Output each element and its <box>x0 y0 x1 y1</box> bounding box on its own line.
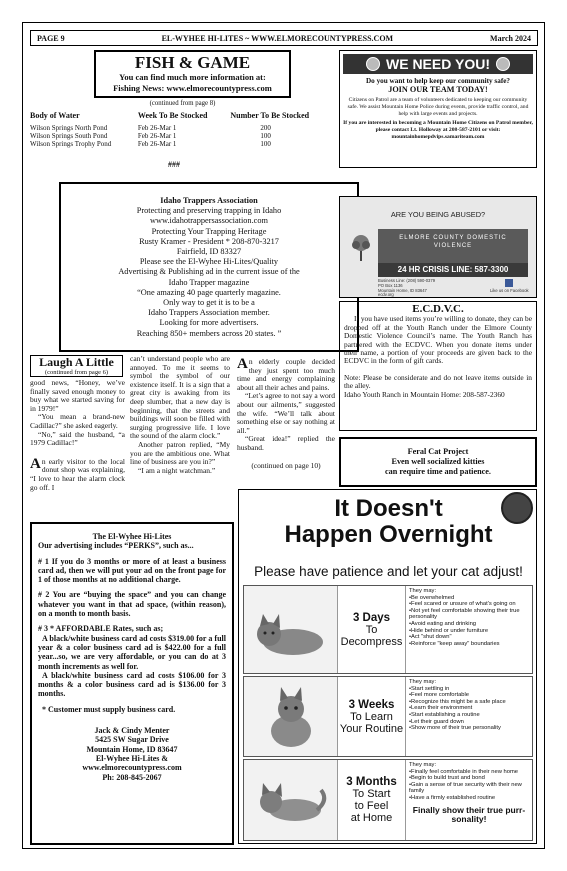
fish-game-title-box <box>94 50 291 98</box>
feral-line: Feral Cat Project <box>407 447 469 456</box>
table-cell: Feb 26-Mar 1 <box>137 140 177 148</box>
perks-subtitle: Our advertising includes “PERKS”, such as... <box>38 541 194 551</box>
cat-ad-title <box>239 496 538 548</box>
we-need-you-ad <box>339 50 537 168</box>
list-item: • Let their guard down <box>409 719 529 726</box>
masthead: EL-WYHEE HI-LITES ~ WWW.ELMORECOUNTYPRESS.COM <box>161 33 394 43</box>
org-line: VIOLENCE <box>433 243 473 249</box>
ecdvc-paragraph: Idaho Youth Ranch in Mountain Home: 208-587-2360 <box>344 389 505 399</box>
column-header: Body of Water <box>30 111 80 120</box>
stage-list <box>406 586 532 673</box>
stage-text: to Feel <box>354 800 389 812</box>
trappers-title: Idaho Trappers Association <box>160 196 258 205</box>
facebook-icon <box>505 279 513 287</box>
perk-item: # 2 You are “buying the space” and you can change whatever you want in that ad space, (within reason), on a month to month basis. <box>38 590 226 619</box>
stage-text: To Learn <box>350 710 393 723</box>
title-line: Happen Overnight <box>284 521 493 548</box>
perks-title: The El-Wyhee Hi-Lites <box>92 532 172 541</box>
shelter-logo-icon <box>501 492 533 524</box>
end-mark: ### <box>168 160 180 169</box>
column-header: Number To Be Stocked <box>230 111 310 120</box>
stage-label <box>338 760 406 840</box>
stage-text: To <box>365 623 378 636</box>
title-line: It Doesn't <box>334 495 443 522</box>
cat-photo <box>244 760 338 840</box>
ecdvc-paragraph: Note: Please be considerate and do not leave items outside in the alley. <box>344 372 532 391</box>
table-cell: Wilson Springs South Pond <box>30 132 108 140</box>
perk-item: A black/white business card ad costs $106.00 for 3 months & a color business card ad is $136.00 for 3 months. <box>38 670 226 699</box>
table-cell: Wilson Springs Trophy Pond <box>30 140 112 148</box>
list-item: • Act "shut down" <box>409 634 529 641</box>
list-item: • Feel more comfortable <box>409 692 529 699</box>
ad-line: Reaching 850+ members across 20 states. ” <box>136 328 282 338</box>
list-item: • Start settling in <box>409 686 529 693</box>
laugh-column-3 <box>237 358 335 470</box>
list-item: • Finally feel comfortable in their new home <box>409 769 529 776</box>
laugh-continued: (continued from page 6) <box>45 369 108 376</box>
list-item: • Learn their environment <box>409 705 529 712</box>
list-item: • Hide behind or under furniture <box>409 628 529 635</box>
stocking-table <box>30 111 335 148</box>
crisis-line: 24 HR CRISIS LINE: 587-3300 <box>378 263 528 277</box>
idaho-trappers-ad <box>59 182 359 352</box>
ad-line: Please see the El-Wyhee Hi-Lites/Quality <box>139 257 279 267</box>
ad-line: Protecting Your Trapping Heritage <box>151 226 267 236</box>
perk-item: # 1 If you do 3 months or more of at least a business card ad, then we will put your ad on the front page for 1 of those months at no additional charge. <box>38 556 226 585</box>
joke-text: good news, “Honey, we’ve finally saved enough money to buy what we started saving for in 1979!” <box>30 378 125 413</box>
facebook-text: Like us on Facebook <box>490 287 529 293</box>
list-item: • Have a firmly established routine <box>409 795 529 802</box>
contact-line: El-Wyhee Hi-Lites & <box>95 753 169 763</box>
domestic-violence-ad <box>339 196 537 298</box>
joke-text: n early visitor to the local donut shop was explaining, “I love to hear the alarm clock go off. I <box>30 456 125 492</box>
continued-next: (continued on page 10) <box>251 460 321 470</box>
perk-note: * Customer must supply business card. <box>42 704 176 714</box>
feral-line: can require time and patience. <box>385 467 491 476</box>
list-head: They may: <box>409 679 437 685</box>
laugh-title: Laugh A Little <box>39 355 114 369</box>
banner-text: WE NEED YOU! <box>386 56 490 72</box>
joke-text: “No,” said the husband, “a 1979 Cadillac!” <box>30 429 125 448</box>
ad-line: Only way to get it is to be a <box>163 298 255 308</box>
list-item: • Start establishing a routine <box>409 712 529 719</box>
stage-row <box>243 676 533 757</box>
feral-cat-project-box <box>339 437 537 487</box>
info-line: Business Line: (208) 590-0379 <box>378 278 436 283</box>
police-badge-icon <box>366 57 380 71</box>
cat-icon <box>251 685 331 749</box>
contact-line: Jack & Cindy Menter <box>94 726 170 736</box>
joke-paragraph <box>30 455 125 492</box>
joke-text: “Let’s agree to not say a word about our ailments,” suggested the wife. “We’ll talk about something else or say nothing at all.” <box>237 391 335 435</box>
ecdvc-title: E.C.D.V.C. <box>412 303 464 315</box>
abuse-question: ARE YOU BEING ABUSED? <box>390 210 486 219</box>
fish-game-title: FISH & GAME <box>134 53 251 72</box>
page-header <box>30 30 538 46</box>
issue-date: March 2024 <box>490 33 531 43</box>
list-item: • Recognize this might be a safe place <box>409 699 529 706</box>
contact-info <box>378 279 435 298</box>
cat-icon <box>251 770 331 830</box>
page-number: PAGE 9 <box>37 33 65 43</box>
contact-text: If you are interested in becoming a Mountain Home Citizens on Patrol member, please contact Lt. Holloway at 208-587-2101 or visit: mountainhomepdvips.samariteam.com <box>343 120 533 140</box>
table-cell: Wilson Springs North Pond <box>30 124 108 132</box>
ad-line: Idaho Trapper magazine <box>168 277 250 287</box>
joke-text: “You mean a brand-new Cadillac?” she asked eagerly. <box>30 412 125 430</box>
feral-line: Even well socialized kitties <box>391 457 485 466</box>
join-text: JOIN OUR TEAM TODAY! <box>388 85 488 94</box>
cat-ad-subtitle: Please have patience and let your cat adjust! <box>254 564 523 579</box>
police-badge-icon <box>496 57 510 71</box>
info-line: PO Box 1136 <box>378 282 403 288</box>
contact-line: Mountain Home, ID 83647 <box>86 744 178 754</box>
stocking-table-block <box>30 100 335 148</box>
table-cell: 100 <box>260 140 271 148</box>
continued-note: (continued from page 8) <box>149 100 216 107</box>
fish-game-link: Fishing News: www.elmorecountypress.com <box>113 83 272 93</box>
stage-label <box>338 677 406 756</box>
stage-key: 3 Weeks <box>348 698 395 711</box>
drop-cap: A <box>30 455 41 472</box>
stage-text: Your Routine <box>339 722 404 735</box>
stage-row <box>243 759 533 841</box>
ad-line: Looking for more advertisers. <box>159 318 259 328</box>
cat-adjustment-ad <box>238 489 537 844</box>
org-line: ELMORE COUNTY DOMESTIC <box>399 235 507 241</box>
stage-text: Decompress <box>340 635 403 648</box>
list-item: • Be overwhelmed <box>409 595 529 602</box>
table-row <box>30 140 335 148</box>
facebook-note <box>490 279 529 294</box>
contact-line: 5425 SW Sugar Drive <box>95 735 169 745</box>
stage-text: at Home <box>350 812 393 824</box>
joke-text: “I am a night watchman.” <box>138 465 216 475</box>
fish-game-subtitle: You can find much more information at: <box>119 72 266 82</box>
table-row <box>30 132 335 140</box>
ad-line: Protecting and preserving trapping in Idaho <box>136 206 282 216</box>
table-cell: Feb 26-Mar 1 <box>137 124 177 132</box>
laugh-column-1 <box>30 379 125 492</box>
joke-text: Another patron replied, “My you are the ambitious one. What line of business are you in?” <box>130 439 230 467</box>
drop-cap: A <box>237 356 248 372</box>
stage-text: To Start <box>352 788 391 800</box>
ad-line: “One amazing 40 page quarterly magazine. <box>137 287 281 297</box>
list-item: • Feel scared or unsure of what's going on <box>409 601 529 608</box>
cat-icon <box>251 600 331 660</box>
list-item: • Reinforce "keep away" boundaries <box>409 641 529 648</box>
ad-line: Fairfield, ID 83327 <box>176 247 242 257</box>
perk-item: # 3 * AFFORDABLE Rates, such as; <box>38 624 164 634</box>
final-message: Finally show their true purr-sonality! <box>412 804 526 825</box>
joke-paragraph <box>237 358 335 392</box>
stage-list <box>406 677 532 756</box>
list-item: • Not yet feel comfortable showing their true personality <box>409 608 529 621</box>
table-row <box>30 124 335 132</box>
laugh-column-2 <box>130 355 230 475</box>
stage-key: 3 Days <box>352 611 391 624</box>
cat-photo <box>244 677 338 756</box>
list-item: • Avoid eating and drinking <box>409 621 529 628</box>
list-head: They may: <box>409 588 437 594</box>
column-header: Week To Be Stocked <box>137 111 208 120</box>
info-line: Mountain Home, ID 83647 <box>378 287 427 293</box>
question-text: Do you want to help keep our community safe? <box>365 77 511 85</box>
list-item: • Gain a sense of true security with their new family <box>409 782 529 795</box>
table-cell: 100 <box>260 132 271 140</box>
we-need-you-banner <box>343 54 533 74</box>
list-item: • Show more of their true personality <box>409 725 529 732</box>
ad-line: Idaho Trappers Association member. <box>148 308 270 318</box>
joke-text: can’t understand people who are annoyed. To me it seems to symbol the symbol of our existence itself. It is a sign that a great city is awaking from its deep slumber, that a new day is beginning, that the streets and buildings will soon be filled with surging progressive life. I love the sound of the alarm clock.” <box>130 354 230 441</box>
table-cell: 200 <box>260 124 271 132</box>
ecdvc-notice <box>339 301 537 431</box>
laugh-heading <box>30 355 123 377</box>
list-head: They may: <box>409 762 437 768</box>
joke-text: “Great idea!” replied the husband. <box>237 434 335 452</box>
ad-line: Advertising & Publishing ad in the current issue of the <box>118 267 300 277</box>
stage-label <box>338 586 406 673</box>
ad-line: Rusty Kramer - President * 208-870-3217 <box>139 236 279 246</box>
table-cell: Feb 26-Mar 1 <box>137 132 177 140</box>
cat-photo <box>244 586 338 673</box>
ecdvc-paragraph: If you have used items you’re willing to donate, they can be dropped off at the Youth Ranch under the Elmore County Domestic Violence Council’s name. The Youth Ranch has partnered with the ECDVC. When you donate items under their name, a portion of your proceeds are given back to the ECDVC in the form of gift cards. <box>344 314 532 366</box>
org-name <box>378 229 528 263</box>
contact-line: Ph: 208-845-2067 <box>102 772 162 782</box>
perk-item: A black/white business card ad costs $319.00 for a full year & a color business card ad is $422.00 for a full year...so, we are very affordable, or you can do at 3 month increments as well for. <box>38 633 226 671</box>
joke-text: n elderly couple decided they just spent too much time and energy complaining about all their aches and pains. <box>237 357 335 392</box>
stage-row <box>243 585 533 674</box>
contact-line: www.elmorecountypress.com <box>82 763 182 773</box>
info-line: ecdv.org <box>378 292 394 298</box>
stage-key: 3 Months <box>346 776 397 788</box>
ad-line: www.idahotrappersassociation.com <box>150 216 268 226</box>
list-item: • Begin to build trust and bond <box>409 775 529 782</box>
advertising-perks-box <box>30 522 234 845</box>
body-text: Citizens on Patrol are a team of volunteers dedicated to keeping our community safe. We assist Mountain Home Police during events, provide traffic control, and help with large events and projects. <box>347 97 529 117</box>
tree-logo-icon <box>348 233 374 263</box>
stage-list <box>406 760 532 840</box>
